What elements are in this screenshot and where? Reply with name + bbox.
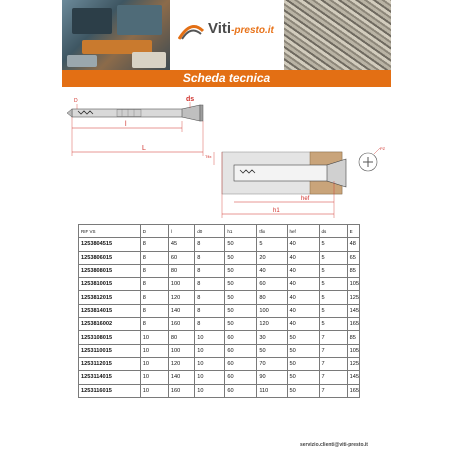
table-cell: 5	[319, 251, 347, 264]
col-h1: h1	[225, 225, 257, 238]
table-cell: 80	[168, 331, 194, 344]
brand-suffix: -presto.it	[231, 25, 274, 36]
table-cell: 50	[287, 371, 319, 384]
table-cell: 10	[140, 331, 168, 344]
table-cell: 7	[319, 371, 347, 384]
table-cell-code: 1253114015	[79, 371, 141, 384]
table-cell: 10	[195, 384, 225, 397]
page-title: Scheda tecnica	[182, 71, 271, 85]
table-row	[79, 278, 360, 291]
table-cell: 60	[225, 384, 257, 397]
table-cell: 80	[168, 264, 194, 277]
logo-arc-icon	[178, 22, 204, 40]
table-cell: 50	[225, 251, 257, 264]
anchor-installed-view	[214, 148, 380, 218]
table-cell: 165	[347, 384, 359, 397]
table-row	[79, 371, 360, 384]
table-cell: 50	[287, 331, 319, 344]
logo-text	[208, 20, 274, 37]
col-ds: ds	[319, 225, 347, 238]
logo	[170, 0, 284, 70]
table-cell: 5	[319, 278, 347, 291]
table-row	[79, 318, 360, 331]
table-cell-code: 1253804515	[79, 238, 141, 251]
brand-name: Viti	[208, 20, 232, 37]
table-cell: 165	[347, 318, 359, 331]
technical-drawing	[62, 90, 391, 220]
table-cell: 60	[168, 251, 194, 264]
table-cell: 8	[195, 291, 225, 304]
table-cell: 48	[347, 238, 359, 251]
col-rif: RIF VS	[79, 225, 141, 238]
table-cell: 40	[287, 264, 319, 277]
table-row	[79, 238, 360, 251]
table-cell: 40	[257, 264, 287, 277]
table-cell: 10	[140, 384, 168, 397]
table-row	[79, 304, 360, 317]
table-cell: 10	[140, 357, 168, 370]
table-cell: 8	[195, 304, 225, 317]
table-cell: 145	[347, 304, 359, 317]
table-cell: 50	[225, 264, 257, 277]
table-row	[79, 357, 360, 370]
header-photo-tools	[62, 0, 170, 70]
table-cell: 10	[195, 344, 225, 357]
anchor-side-view	[67, 102, 203, 156]
table-cell: 140	[168, 304, 194, 317]
header-photo-screws	[284, 0, 391, 70]
table-cell-code: 1253108015	[79, 331, 141, 344]
table-cell: 8	[140, 278, 168, 291]
label-L: L	[142, 145, 146, 152]
col-tfix: tfix	[257, 225, 287, 238]
table-cell: 5	[319, 291, 347, 304]
table-cell: 7	[319, 357, 347, 370]
table-cell: 5	[319, 264, 347, 277]
label-d: D	[74, 98, 78, 104]
label-ds: ds	[186, 96, 195, 103]
table-header-row	[79, 225, 360, 238]
table-cell: 40	[287, 318, 319, 331]
table-cell: 160	[168, 318, 194, 331]
col-e: E	[347, 225, 359, 238]
title-banner	[62, 70, 391, 87]
col-l: l	[168, 225, 194, 238]
table-cell-code: 1253112015	[79, 357, 141, 370]
spec-table	[78, 224, 360, 398]
table-row	[79, 251, 360, 264]
table-cell: 120	[257, 318, 287, 331]
table-cell: 20	[257, 251, 287, 264]
table-cell: 60	[257, 278, 287, 291]
table-cell: 8	[140, 304, 168, 317]
table-cell: 105	[347, 278, 359, 291]
table-cell: 50	[287, 344, 319, 357]
table-cell: 110	[257, 384, 287, 397]
table-cell-code: 1253810015	[79, 278, 141, 291]
table-cell: 105	[347, 344, 359, 357]
table-cell: 80	[257, 291, 287, 304]
table-cell: 120	[168, 291, 194, 304]
table-cell: 8	[140, 251, 168, 264]
table-cell: 145	[347, 371, 359, 384]
table-cell-code: 1253110015	[79, 344, 141, 357]
col-d: D	[140, 225, 168, 238]
table-cell: 8	[140, 318, 168, 331]
table-cell: 50	[225, 291, 257, 304]
table-cell-code: 1253814015	[79, 304, 141, 317]
table-cell: 10	[140, 344, 168, 357]
table-cell: 40	[287, 278, 319, 291]
table-cell: 5	[257, 238, 287, 251]
footer-email: servizio.clienti@viti-presto.it	[300, 442, 368, 448]
table-cell: 40	[287, 304, 319, 317]
table-cell: 8	[195, 278, 225, 291]
table-cell: 65	[347, 251, 359, 264]
table-cell: 100	[168, 278, 194, 291]
table-cell: 50	[257, 344, 287, 357]
table-cell: 8	[195, 264, 225, 277]
table-cell: 60	[225, 344, 257, 357]
table-cell: 50	[287, 384, 319, 397]
table-cell: 10	[195, 357, 225, 370]
table-cell: 85	[347, 264, 359, 277]
table-cell: 5	[319, 304, 347, 317]
table-body	[79, 238, 360, 398]
table-cell: 45	[168, 238, 194, 251]
table-cell: 40	[287, 291, 319, 304]
table-row	[79, 264, 360, 277]
label-h1: h1	[273, 208, 280, 214]
label-l: l	[125, 121, 127, 128]
table-row	[79, 384, 360, 397]
table-cell: 50	[287, 357, 319, 370]
table-cell: 50	[225, 278, 257, 291]
table-cell-code: 1253806015	[79, 251, 141, 264]
table-cell: 8	[140, 264, 168, 277]
col-hef: hef	[287, 225, 319, 238]
table-cell: 10	[140, 371, 168, 384]
table-row	[79, 291, 360, 304]
table-cell: 5	[319, 318, 347, 331]
table-cell: 8	[140, 291, 168, 304]
table-cell: 125	[347, 357, 359, 370]
table-row	[79, 331, 360, 344]
table-cell: 30	[257, 331, 287, 344]
table-cell: 85	[347, 331, 359, 344]
table-cell: 5	[319, 238, 347, 251]
table-cell: 50	[225, 238, 257, 251]
table-cell: 140	[168, 371, 194, 384]
table-cell: 8	[195, 251, 225, 264]
table-cell: 100	[168, 344, 194, 357]
col-d0: d0	[195, 225, 225, 238]
table-cell: 40	[287, 251, 319, 264]
table-cell: 7	[319, 331, 347, 344]
table-cell: 100	[257, 304, 287, 317]
table-cell: 60	[225, 331, 257, 344]
table-cell: 8	[140, 238, 168, 251]
table-cell: 10	[195, 371, 225, 384]
table-cell: 120	[168, 357, 194, 370]
table-cell: 8	[195, 318, 225, 331]
table-cell: 50	[225, 304, 257, 317]
label-pz: PZ	[380, 146, 386, 151]
table-cell-code: 1253116015	[79, 384, 141, 397]
table-cell: 7	[319, 384, 347, 397]
table-cell-code: 1253808015	[79, 264, 141, 277]
table-cell: 60	[225, 357, 257, 370]
table-row	[79, 344, 360, 357]
header	[62, 0, 391, 70]
table-cell-code: 1253812015	[79, 291, 141, 304]
table-cell-code: 1253816002	[79, 318, 141, 331]
table-cell: 8	[195, 238, 225, 251]
table-cell: 160	[168, 384, 194, 397]
table-cell: 40	[287, 238, 319, 251]
label-hef: hef	[301, 196, 310, 202]
table-cell: 90	[257, 371, 287, 384]
label-tfix: Tfix	[205, 154, 212, 159]
table-cell: 50	[225, 318, 257, 331]
table-cell: 125	[347, 291, 359, 304]
table-cell: 70	[257, 357, 287, 370]
table-cell: 10	[195, 331, 225, 344]
table-cell: 7	[319, 344, 347, 357]
table-cell: 60	[225, 371, 257, 384]
